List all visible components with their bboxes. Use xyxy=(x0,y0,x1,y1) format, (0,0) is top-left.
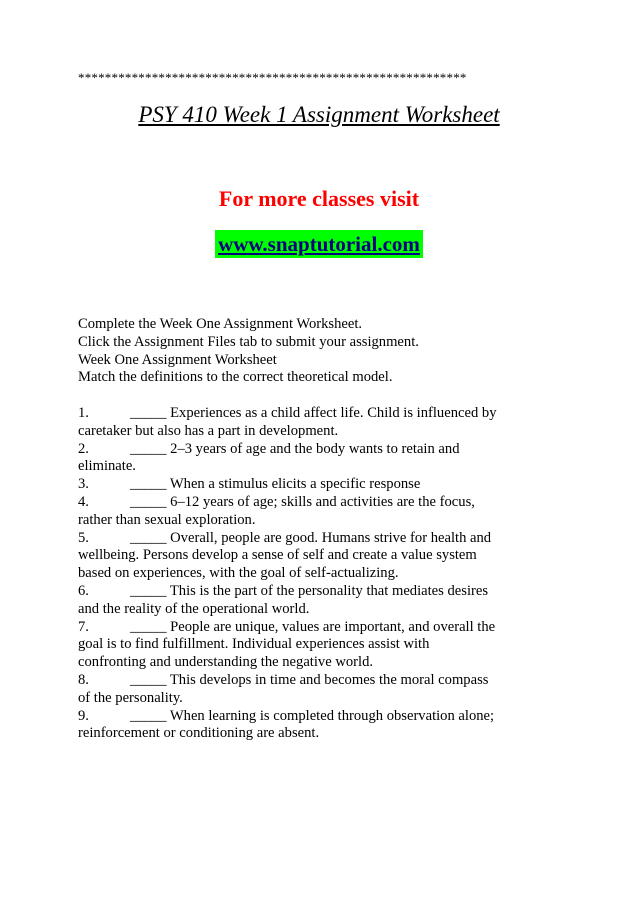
item-number: 3. xyxy=(78,476,89,493)
definition-item xyxy=(78,672,562,708)
definition-list xyxy=(78,405,562,743)
answer-blank[interactable]: _____ xyxy=(130,476,167,493)
website-link[interactable]: www.snaptutorial.com xyxy=(215,230,423,258)
definition-first-line xyxy=(78,405,562,423)
definition-item xyxy=(78,708,562,744)
answer-blank[interactable]: _____ xyxy=(130,493,167,510)
definition-continuation-line: rather than sexual exploration. xyxy=(78,511,256,528)
answer-blank[interactable]: _____ xyxy=(130,671,167,688)
definition-text: 2–3 years of age and the body wants to retain and xyxy=(170,440,460,457)
definition-text: People are unique, values are important, and overall the xyxy=(170,618,496,635)
definition-item xyxy=(78,619,562,672)
definition-item xyxy=(78,494,562,530)
item-number: 6. xyxy=(78,582,89,599)
item-number: 8. xyxy=(78,671,89,688)
item-number: 7. xyxy=(78,618,89,635)
answer-blank[interactable]: _____ xyxy=(130,707,167,724)
intro-line: Week One Assignment Worksheet xyxy=(78,351,277,368)
definition-first-line xyxy=(78,708,562,726)
definition-text: When a stimulus elicits a specific response xyxy=(169,476,421,493)
definition-continuation-line: wellbeing. Persons develop a sense of self and create a value system xyxy=(78,547,477,564)
definition-continuation-line: caretaker but also has a part in development. xyxy=(78,422,339,439)
definition-text: This develops in time and becomes the moral compass xyxy=(169,671,489,688)
definition-continuation-line: goal is to find fulfillment. Individual experiences assist with xyxy=(78,636,430,653)
intro-line: Match the definitions to the correct theoretical model. xyxy=(78,369,393,386)
definition-continuation-line: eliminate. xyxy=(78,458,136,475)
page-title: PSY 410 Week 1 Assignment Worksheet xyxy=(138,102,500,127)
intro-line: Complete the Week One Assignment Worksheet. xyxy=(78,316,363,332)
definition-item xyxy=(78,441,562,477)
definition-text: Overall, people are good. Humans strive for health and xyxy=(170,529,492,546)
answer-blank[interactable]: _____ xyxy=(130,440,167,457)
intro-line: Click the Assignment Files tab to submit your assignment. xyxy=(78,333,419,350)
definition-item xyxy=(78,530,562,583)
definition-continuation-line: reinforcement or conditioning are absent. xyxy=(78,725,320,742)
item-number: 5. xyxy=(78,529,89,546)
definition-continuation-line: of the personality. xyxy=(78,689,183,706)
definition-first-line xyxy=(78,530,562,548)
item-number: 9. xyxy=(78,707,89,724)
definition-item xyxy=(78,405,562,441)
definition-text: 6–12 years of age; skills and activities are the focus, xyxy=(170,493,475,510)
definition-continuation-line: confronting and understanding the negative world. xyxy=(78,654,374,671)
paragraph-spacer xyxy=(78,387,562,405)
item-number: 2. xyxy=(78,440,89,457)
definition-continuation-line: based on experiences, with the goal of self-actualizing. xyxy=(78,565,399,582)
definition-first-line xyxy=(78,583,562,601)
item-number: 4. xyxy=(78,493,89,510)
answer-blank[interactable]: _____ xyxy=(130,529,167,546)
worksheet-body xyxy=(78,316,562,743)
definition-first-line xyxy=(78,441,562,459)
definition-first-line xyxy=(78,476,562,494)
promo-text: For more classes visit xyxy=(218,186,420,211)
definition-text: When learning is completed through observation alone; xyxy=(169,707,495,724)
definition-continuation-line: and the reality of the operational world. xyxy=(78,600,310,617)
answer-blank[interactable]: _____ xyxy=(130,404,167,421)
item-number: 1. xyxy=(78,404,89,421)
answer-blank[interactable]: _____ xyxy=(130,618,167,635)
definition-first-line xyxy=(78,494,562,512)
answer-blank[interactable]: _____ xyxy=(130,582,167,599)
definition-item xyxy=(78,476,562,494)
definition-first-line xyxy=(78,619,562,637)
promo-link-wrapper xyxy=(0,230,638,261)
definition-text: Experiences as a child affect life. Child is influenced by xyxy=(170,404,497,421)
asterisk-separator: ********************************************************** xyxy=(78,70,467,85)
definition-first-line xyxy=(78,672,562,690)
definition-item xyxy=(78,583,562,619)
definition-text: This is the part of the personality that mediates desires xyxy=(169,582,489,599)
